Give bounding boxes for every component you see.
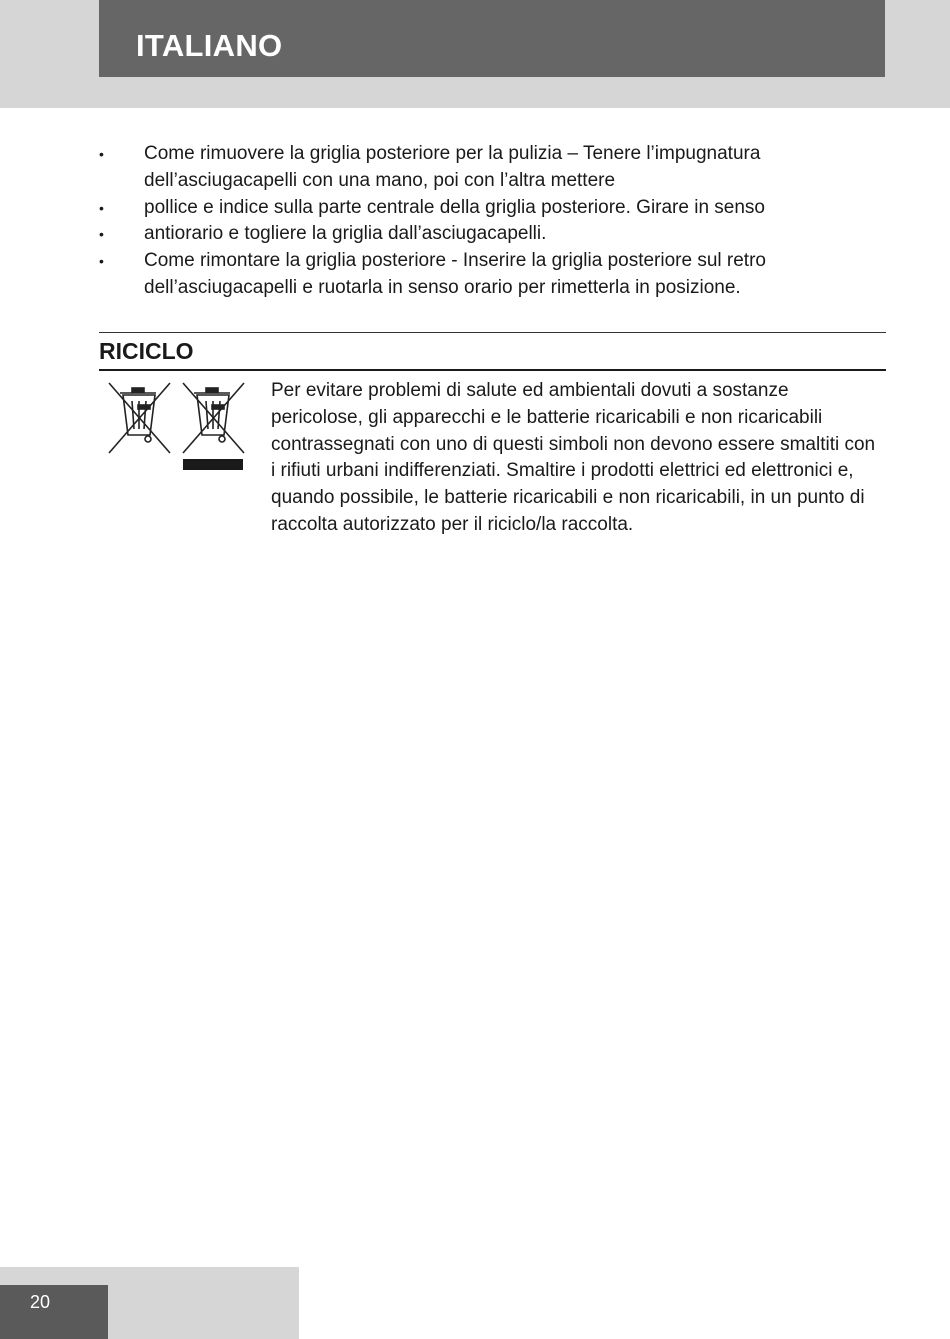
bullet-icon: • bbox=[99, 199, 104, 216]
crossed-bin-with-bar-icon bbox=[183, 383, 244, 453]
bullet-icon: • bbox=[99, 226, 104, 243]
list-item-text: pollice e indice sulla parte centrale della griglia posteriore. Girare in senso bbox=[144, 196, 765, 218]
page-number: 20 bbox=[30, 1292, 51, 1312]
page-title: ITALIANO bbox=[136, 28, 283, 63]
list-item-text: antiorario e togliere la griglia dall’asciugacapelli. bbox=[144, 223, 547, 245]
crossed-bin-icon bbox=[109, 383, 170, 453]
section-divider-bottom bbox=[99, 369, 886, 371]
section-divider-top bbox=[99, 332, 886, 333]
bar-icon bbox=[183, 459, 243, 470]
list-item bbox=[99, 221, 859, 248]
section-title: RICICLO bbox=[99, 338, 194, 364]
list-item bbox=[99, 195, 859, 222]
list-item bbox=[99, 141, 859, 195]
bullet-icon: • bbox=[99, 253, 104, 270]
recycling-paragraph: Per evitare problemi di salute ed ambientali dovuti a sostanze pericolose, gli apparecchi e le batterie ricaricabili e non ricaricabili contrassegnati con uno di questi simboli non devono essere smaltiti con i rifiuti urbani indifferenziati. Smaltire i prodotti elettrici ed elettronici e, quando possibile, le batterie ricaricabili e non ricaricabili, in un punto di raccolta autorizzato per il riciclo/la raccolta. bbox=[271, 380, 876, 535]
instruction-list bbox=[99, 141, 859, 302]
list-item-text: Come rimontare la griglia posteriore - Inserire la griglia posteriore sul retro dell’asciugacapelli e ruotarla in senso orario per rimetterla in posizione. bbox=[144, 250, 766, 298]
list-item-text: Come rimuovere la griglia posteriore per la pulizia – Tenere l’impugnatura dell’asciugacapelli con una mano, poi con l’altra mettere bbox=[144, 143, 761, 191]
bullet-icon: • bbox=[99, 146, 104, 162]
list-item bbox=[99, 248, 859, 302]
weee-symbols bbox=[106, 379, 246, 474]
footer-box bbox=[0, 1285, 108, 1339]
